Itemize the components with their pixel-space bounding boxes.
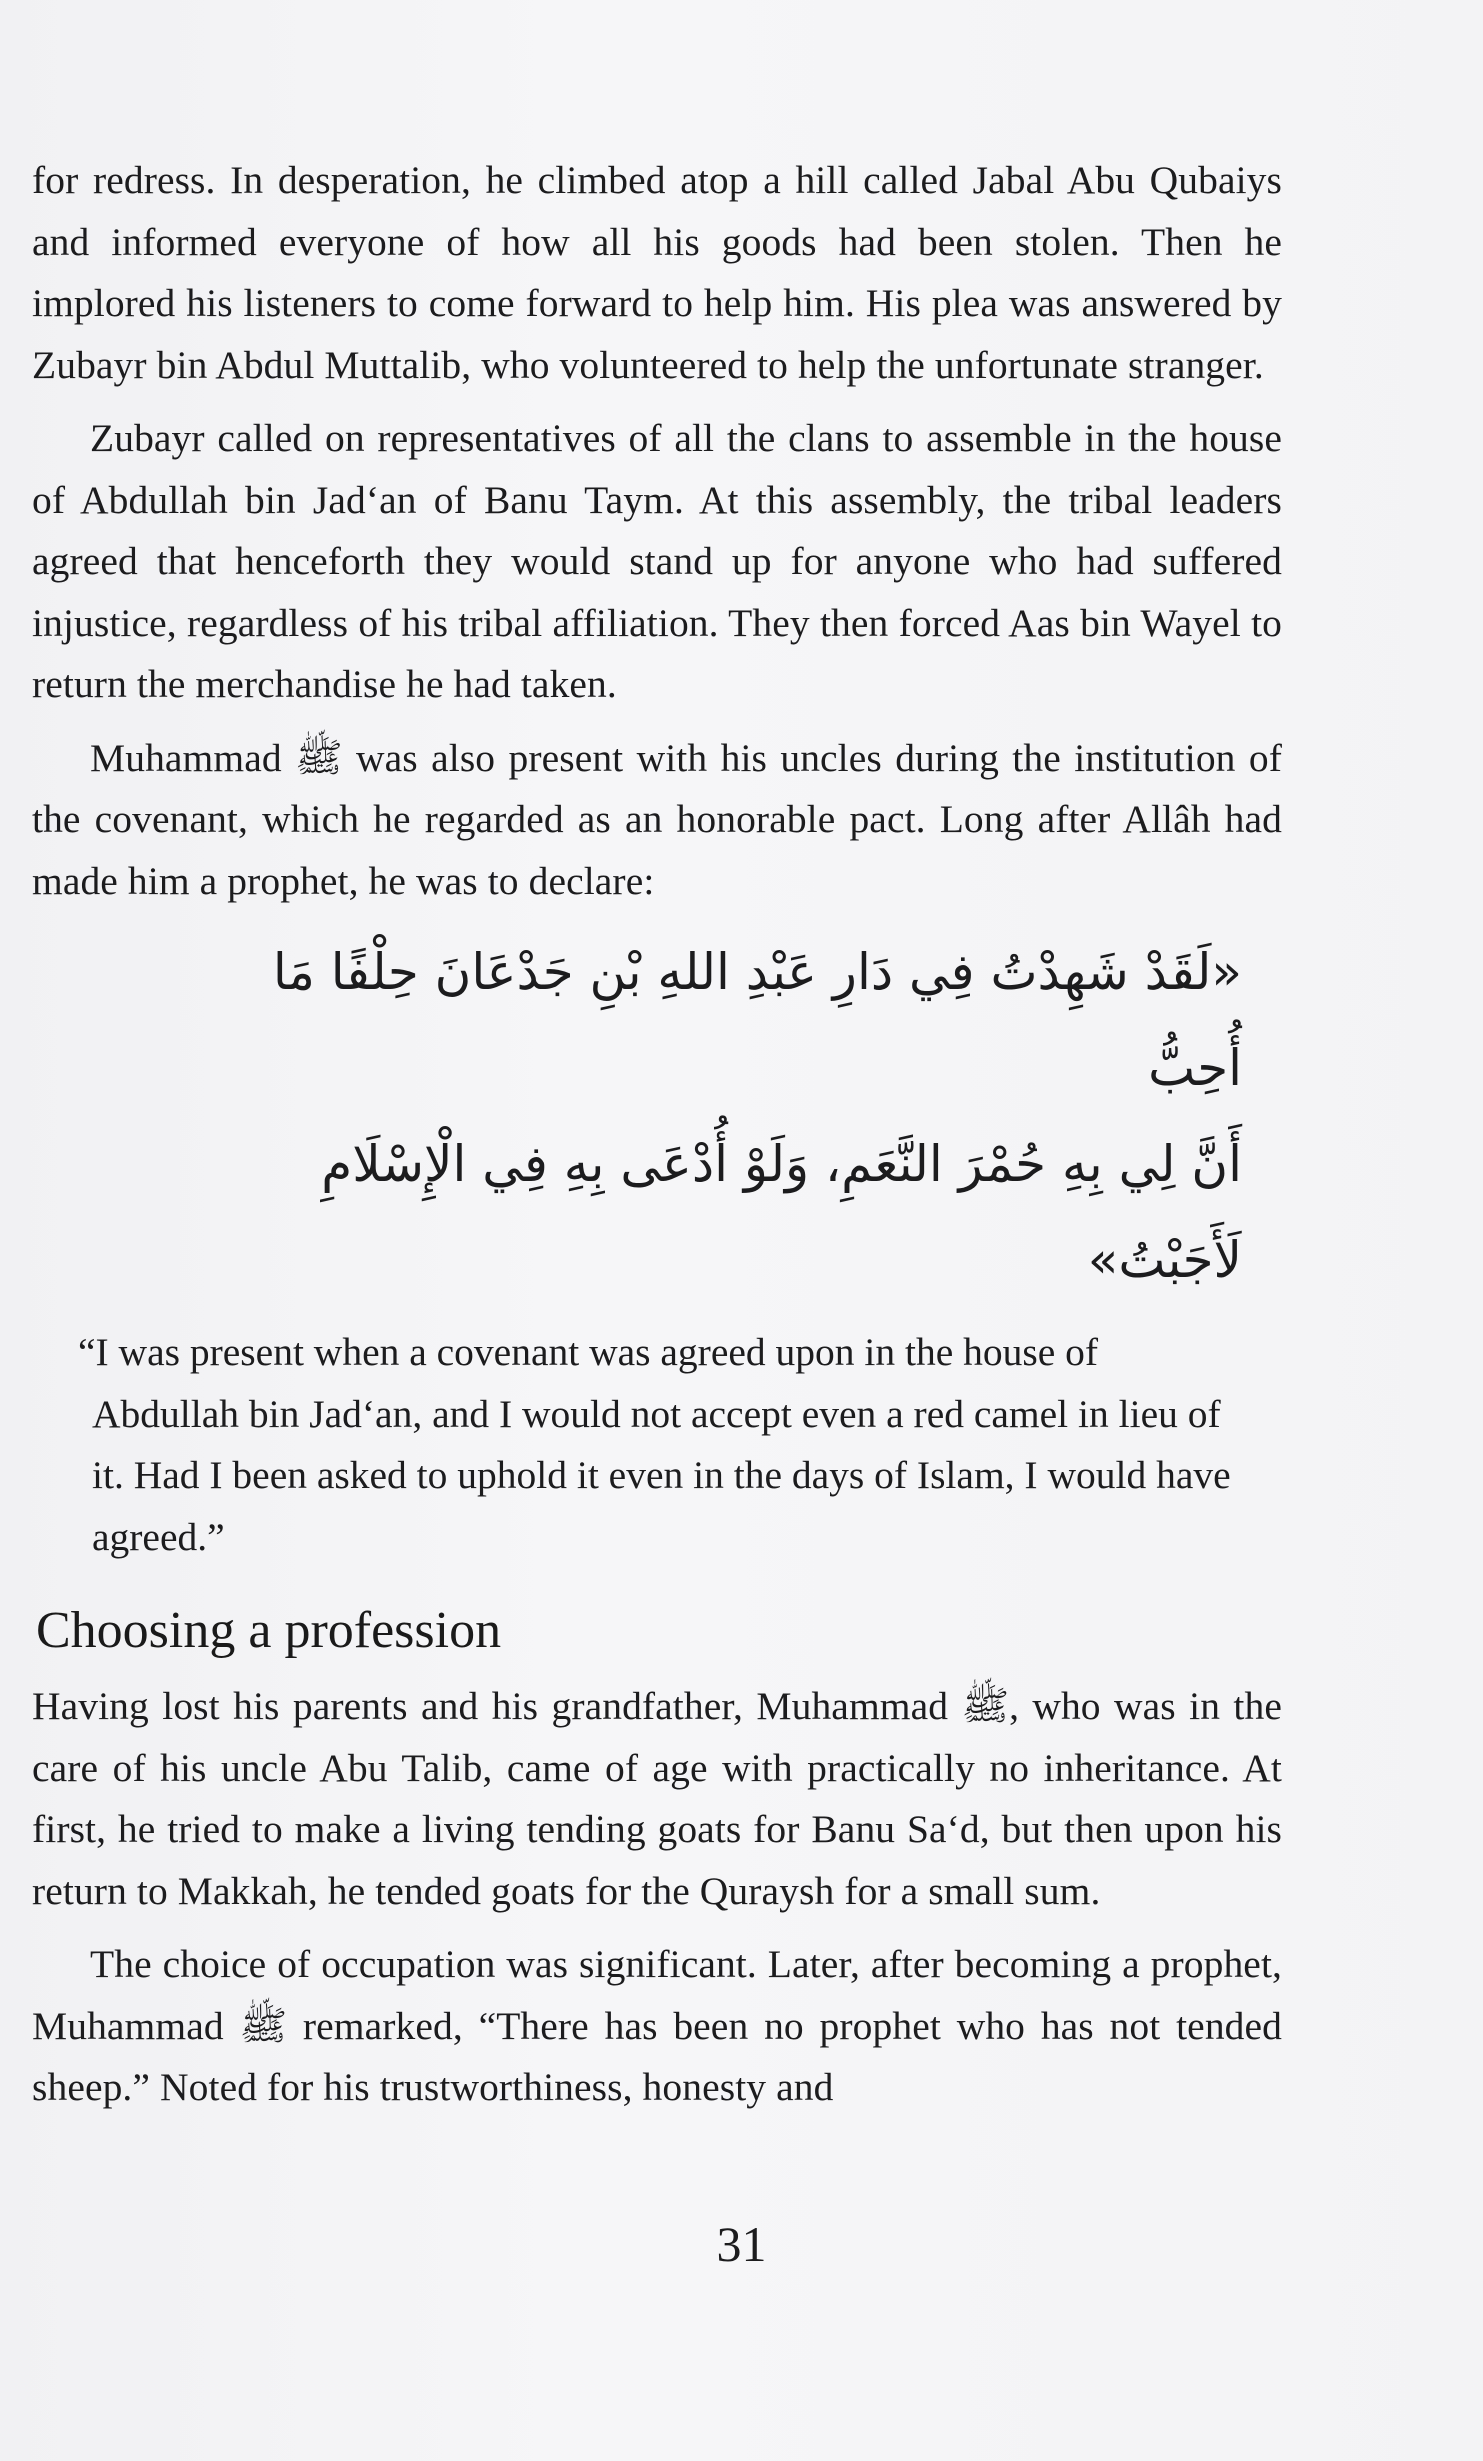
paragraph-covenant: Muhammad ﷺ was also present with his uncles during the institution of the covenant, which he regarded as an honorable pact. Long after Allâh had made him a prophet, he was to declare: — [32, 735, 1282, 903]
page-body — [32, 150, 1282, 2131]
arabic-line-1: «لَقَدْ شَهِدْتُ فِي دَارِ عَبْدِ اللهِ بْنِ جَدْعَانَ حِلْفًا مَا أُحِبُّ — [272, 943, 1242, 1097]
paragraph-occupation: The choice of occupation was significant. Later, after becoming a prophet, Muhammad ﷺ remarked, “There has been no prophet who has not tended sheep.” Noted for his trustworthiness, honesty and — [32, 1942, 1283, 2109]
hadith-translation: “I was present when a covenant was agreed upon in the house of Abdullah bin Jad‘an, and I would not accept even a red camel in lieu of it. Had I been asked to uphold it even in the days of Islam, I would have agreed.” — [78, 1330, 1231, 1559]
arabic-hadith — [172, 924, 1242, 1308]
paragraph-zubayr: Zubayr called on representatives of all the clans to assemble in the house of Abdullah bin Jad‘an of Banu Taym. At this assembly, the tribal leaders agreed that henceforth they would stand up for anyone who had suffered injustice, regardless of his tribal affiliation. They then forced Aas bin Wayel to return the merchandise he had taken. — [32, 416, 1282, 706]
arabic-line-2: أَنَّ لِي بِهِ حُمْرَ النَّعَمِ، وَلَوْ أُدْعَى بِهِ فِي الْإِسْلَامِ لَأَجَبْتُ» — [321, 1135, 1242, 1289]
section-heading: Choosing a profession — [36, 1602, 502, 1659]
page-number: 31 — [716, 2216, 767, 2272]
paragraph-redress: for redress. In desperation, he climbed atop a hill called Jabal Abu Qubaiys and informed everyone of how all his goods had been stolen. Then he implored his listeners to come forward to help him. His plea was answered by Zubayr bin Abdul Muttalib, who volunteered to help the unfortunate stranger. — [32, 158, 1282, 387]
paragraph-orphan: Having lost his parents and his grandfather, Muhammad ﷺ, who was in the care of his uncle Abu Talib, came of age with practically no inheritance. At first, he tried to make a living tending goats for Banu Sa‘d, but then upon his return to Makkah, he tended goats for the Quraysh for a small sum. — [32, 1684, 1282, 1913]
